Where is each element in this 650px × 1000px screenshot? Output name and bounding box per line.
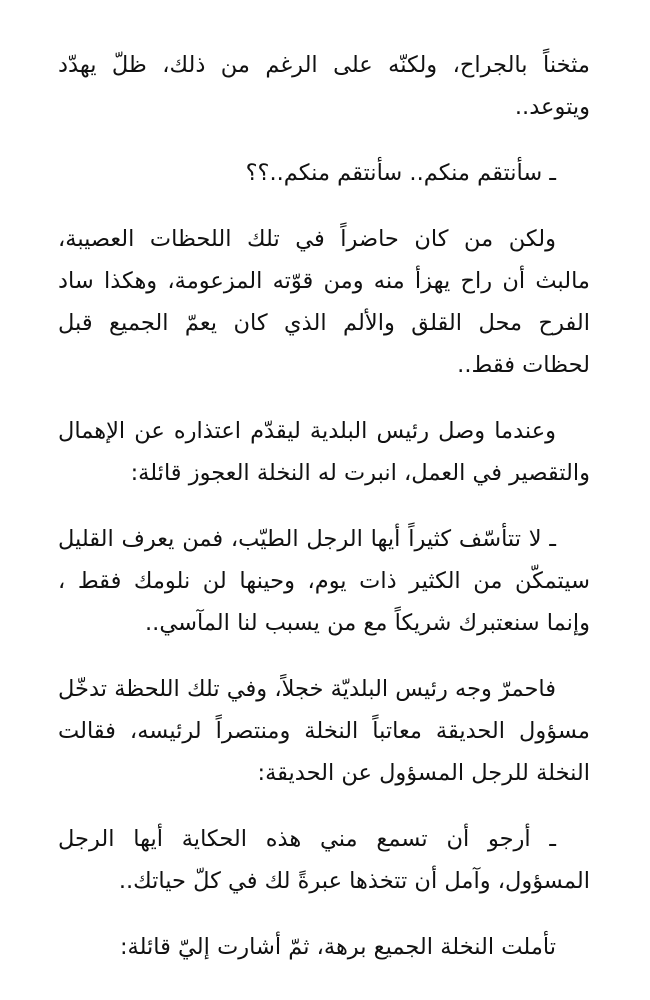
paragraph-threat: ـ سأنتقم منكم.. سأنتقم منكم..؟؟ <box>245 160 556 186</box>
paragraph-mockery: ولكن من كان حاضراً في تلك اللحظات العصيبة، مالبث أن راح يهزأ منه ومن قوّته المزعومة، وهكذا ساد الفرح محل القلق والألم الذي كان يعمّ الجميع قبل لحظات فقط.. <box>58 226 590 378</box>
paragraph-palm-reply: ـ لا تتأسّف كثيراً أيها الرجل الطيّب، فمن يعرف القليل سيتمكّن من الكثير ذات يوم، وحينها لن نلومك فقط ، وإنما سنعتبرك شريكاً مع من يسبب لنا المآسي.. <box>58 526 590 636</box>
paragraph-mayor-arrival: وعندما وصل رئيس البلدية ليقدّم اعتذاره عن الإهمال والتقصير في العمل، انبرت له النخلة العجوز قائلة: <box>58 418 590 486</box>
paragraph-palm-points: تأملت النخلة الجميع برهة، ثمّ أشارت إليّ قائلة: <box>119 934 556 960</box>
paragraph-continuation: مثخناً بالجراح، ولكنّه على الرغم من ذلك، ظلّ يهدّد ويتوعد.. <box>58 52 590 120</box>
paragraph-mayor-blush: فاحمرّ وجه رئيس البلديّة خجلاً، وفي تلك اللحظة تدخّل مسؤول الحديقة معاتباً النخلة ومنتصراً لرئيسه، فقالت النخلة للرجل المسؤول عن الحديقة: <box>58 676 590 786</box>
paragraph-palm-request: ـ أرجو أن تسمع مني هذه الحكاية أيها الرجل المسؤول، وآمل أن تتخذها عبرةً لك في كلّ حياتك.. <box>58 826 590 894</box>
